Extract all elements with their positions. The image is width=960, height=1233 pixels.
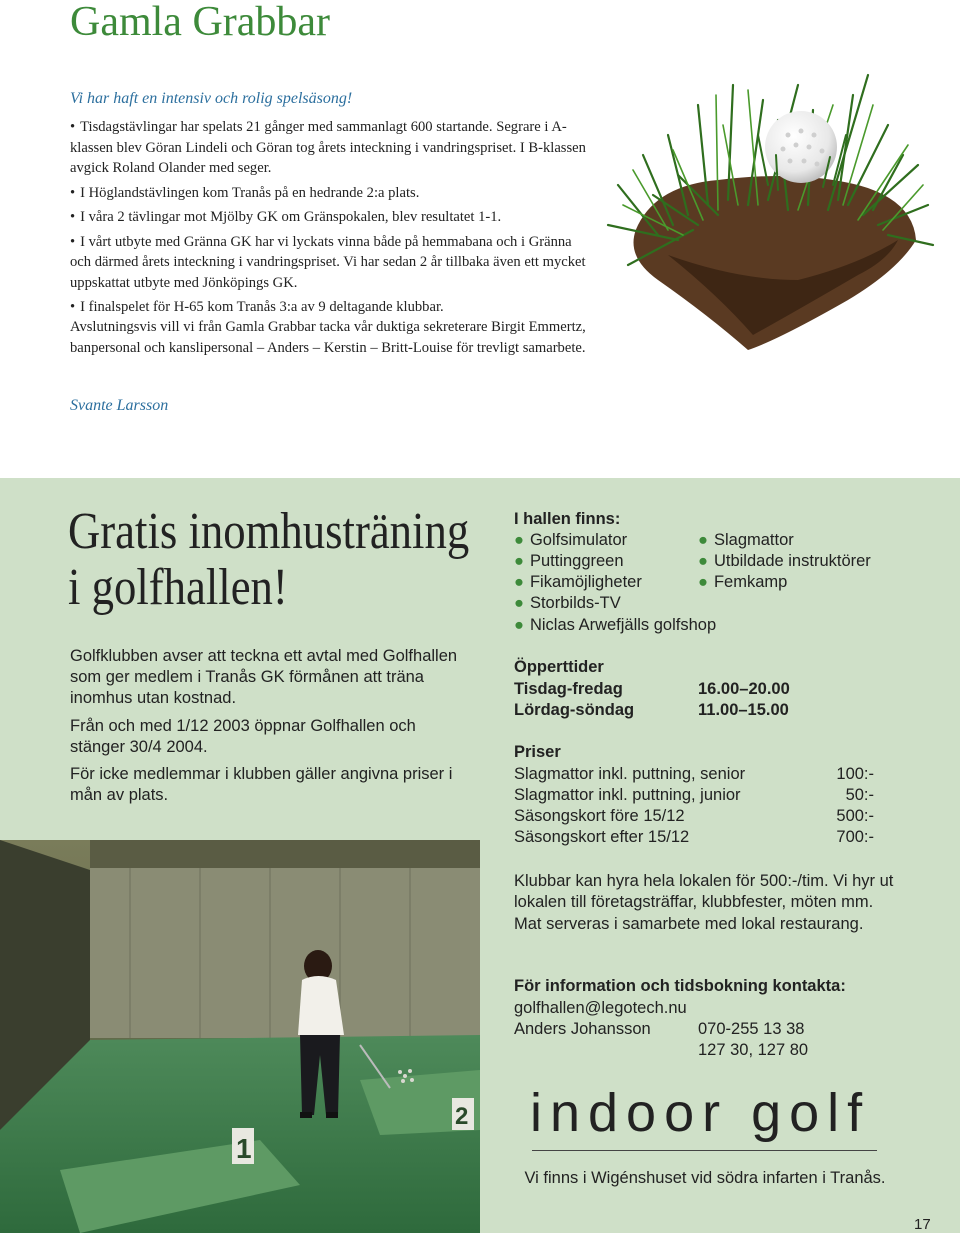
- facility-item: ● Golfsimulator: [514, 531, 628, 549]
- article-signature: Svante Larsson: [70, 397, 169, 414]
- article-title: Gamla Grabbar: [70, 0, 331, 45]
- article-bullet-list: [70, 117, 590, 322]
- price-row: [514, 786, 874, 805]
- bullet-text: I våra 2 tävlingar mot Mjölby GK om Gränspokalen, blev resultatet 1-1.: [80, 209, 502, 225]
- price-amount: 50:-: [845, 786, 874, 804]
- facility-item: ● Niclas Arwefjälls golfshop: [514, 616, 717, 634]
- bullet-item: [70, 297, 590, 318]
- article-closing: Avslutningsvis vill vi från Gamla Grabbar tacka vår duktiga sekreterare Birgit Emmertz, banpersonal och kanslipersonal – Anders – Kerstin – Britt-Louise för trevligt samarbete.: [70, 319, 586, 356]
- price-row: [514, 765, 874, 784]
- contact-email[interactable]: golfhallen@legotech.nu: [514, 999, 687, 1017]
- tee-marker-1: 1: [236, 1133, 252, 1164]
- golfhall-paragraph-2: Från och med 1/12 2003 öppnar Golfhallen och stänger 30/4 2004.: [70, 717, 416, 756]
- hours-days: Tisdag-fredag: [514, 680, 623, 698]
- golfhall-title-line1: Gratis inomhusträning: [68, 503, 470, 560]
- bullet-dot: •: [70, 184, 76, 201]
- facility-item: ● Fikamöjligheter: [514, 573, 642, 591]
- facility-item: ● Storbilds-TV: [514, 594, 621, 612]
- indoor-golf-hall-photo: [0, 840, 480, 1233]
- rental-text: Klubbar kan hyra hela lokalen för 500:-/tim. Vi hyr ut lokalen till företagsträffar, klubbfester, möten mm. Mat serveras i samarbete med lokal restaurang.: [514, 872, 894, 933]
- golfhall-title: [68, 504, 469, 616]
- hours-row: [514, 680, 790, 699]
- contact-heading: För information och tidsbokning kontakta:: [514, 977, 846, 995]
- tee-marker-2: 2: [455, 1103, 469, 1130]
- facility-item: ● Slagmattor: [698, 531, 794, 549]
- bullet-item: [70, 207, 590, 228]
- golfhall-title-line2: i golfhallen!: [68, 559, 288, 616]
- article-intro: Vi har haft en intensiv och rolig spelsäsong!: [70, 90, 353, 107]
- bullet-dot: •: [70, 299, 76, 315]
- location-footer: Vi finns i Wigénshuset vid södra infarten i Tranås.: [524, 1169, 886, 1187]
- bullet-item: [70, 183, 590, 204]
- page-number: 17: [914, 1216, 931, 1233]
- facilities-heading: I hallen finns:: [514, 510, 621, 528]
- hours-days: Lördag-söndag: [514, 701, 635, 719]
- facility-item: ● Femkamp: [698, 573, 788, 591]
- bullet-text: I vårt utbyte med Gränna GK har vi lyckats vinna både på hemmabana och i Gränna och därmed årets inteckning i vandringspriset. Vi har sedan 2 år tillbaka även ett mycket uppskattat utbyte med Jönköpings GK.: [70, 233, 586, 291]
- contact-name: Anders Johansson: [514, 1020, 651, 1038]
- logo-underline: [532, 1150, 877, 1151]
- price-item: Slagmattor inkl. puttning, junior: [514, 786, 741, 804]
- golfhall-paragraph-3: För icke medlemmar i klubben gäller angivna priser i mån av plats.: [70, 765, 453, 804]
- bullet-dot: •: [70, 119, 76, 135]
- prices-heading: Priser: [514, 743, 561, 761]
- contact-row: [514, 1020, 805, 1039]
- hours-row: [514, 701, 789, 720]
- golf-ball-nest-image: [598, 65, 936, 370]
- price-row: [514, 807, 874, 826]
- golfhall-paragraph-1: Golfklubben avser att teckna ett avtal med Golfhallen som ger medlem i Tranås GK förmånen att träna inomhus utan kostnad.: [70, 647, 458, 707]
- price-amount: 500:-: [836, 807, 874, 825]
- contact-phone: 127 30, 127 80: [698, 1041, 809, 1059]
- bullet-text: I Höglandstävlingen kom Tranås på en hedrande 2:a plats.: [80, 184, 420, 201]
- bullet-text: Tisdagstävlingar har spelats 21 gånger med sammanlagt 600 startande. Segrare i A-klassen blev Göran Lindeli och Göran tog årets inteckning i vandringspriset. I B-klassen avgick Roland Olander med seger.: [70, 119, 586, 176]
- bullet-text: I finalspelet för H-65 kom Tranås 3:a av 9 deltagande klubbar.: [80, 299, 444, 315]
- price-amount: 700:-: [836, 828, 874, 846]
- hours-time: 16.00–20.00: [698, 680, 790, 698]
- hours-heading: Öpperttider: [514, 658, 604, 676]
- indoor-golf-logo: indoor golf: [530, 1083, 871, 1143]
- facility-item: ● Utbildade instruktörer: [698, 552, 871, 570]
- bullet-dot: •: [70, 233, 76, 250]
- hours-time: 11.00–15.00: [698, 701, 789, 719]
- bullet-item: [70, 232, 590, 294]
- bullet-item: [70, 117, 590, 179]
- price-item: Slagmattor inkl. puttning, senior: [514, 765, 746, 783]
- price-amount: 100:-: [836, 765, 874, 783]
- price-row: [514, 828, 874, 847]
- facility-item: ● Puttinggreen: [514, 552, 624, 570]
- price-item: Säsongskort efter 15/12: [514, 828, 690, 846]
- contact-phone: 070-255 13 38: [698, 1020, 805, 1038]
- bullet-dot: •: [70, 209, 76, 225]
- price-item: Säsongskort före 15/12: [514, 807, 685, 825]
